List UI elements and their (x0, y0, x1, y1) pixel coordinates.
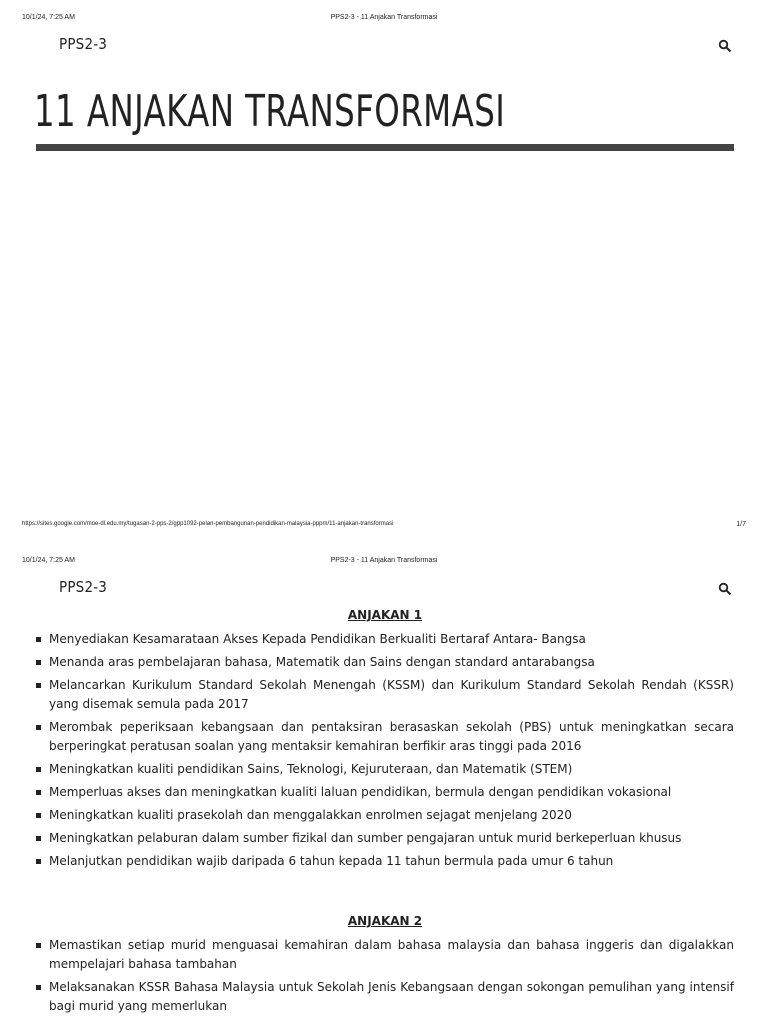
print-page-number: 1/7 (736, 521, 746, 528)
list-item: Menyediakan Kesamarataan Akses Kepada Pendidikan Berkualiti Bertaraf Antara- Bangsa (36, 630, 734, 649)
search-icon[interactable] (718, 39, 732, 53)
list-item: Menanda aras pembelajaran bahasa, Matematik dan Sains dengan standard antarabangsa (36, 653, 734, 672)
site-header-page-2 (0, 578, 768, 608)
list-item: Melancarkan Kurikulum Standard Sekolah Menengah (KSSM) dan Kurikulum Standard Sekolah Rendah (KSSR) yang disemak semula pada 2017 (36, 676, 734, 714)
print-doc-title: PPS2-3 - 11 Anjakan Transformasi (330, 14, 438, 21)
print-doc-title: PPS2-3 - 11 Anjakan Transformasi (330, 557, 438, 564)
list-item: Meningkatkan pelaburan dalam sumber fizikal dan sumber pengajaran untuk murid berkeperluan khusus (36, 829, 734, 848)
site-header (0, 35, 768, 65)
print-footer (0, 521, 768, 533)
print-url: https://sites.google.com/moe-dl.edu.my/tugasan-2-pps-2/gpp1092-pelan-pembangunan-pendidikan-malaysia-pppm/11-anjakan-transformasi (22, 521, 394, 527)
anjakan-2-list (36, 936, 734, 1016)
main-content (36, 608, 734, 1020)
list-item: Merombak peperiksaan kebangsaan dan pentaksiran berasaskan sekolah (PBS) untuk meningkatkan secara berperingkat peratusan soalan yang mentaksir kemahiran berfikir aras tinggi pada 2016 (36, 718, 734, 756)
section-heading-anjakan-1: ANJAKAN 1 (347, 608, 423, 622)
search-icon[interactable] (718, 582, 732, 596)
title-divider (36, 144, 734, 151)
section-spacer (36, 875, 734, 914)
print-header-page-2 (0, 557, 768, 569)
list-item: Meningkatkan kualiti prasekolah dan menggalakkan enrolmen sejagat menjelang 2020 (36, 806, 734, 825)
list-item: Memperluas akses dan meningkatkan kualiti laluan pendidikan, bermula dengan pendidikan vokasional (36, 783, 734, 802)
page-title: 11 ANJAKAN TRANSFORMASI (34, 86, 506, 137)
print-datetime: 10/1/24, 7:25 AM (22, 14, 75, 21)
list-item: Memastikan setiap murid menguasai kemahiran dalam bahasa malaysia dan bahasa inggeris dan digalakkan mempelajari bahasa tambahan (36, 936, 734, 974)
print-header (0, 14, 768, 26)
list-item: Melanjutkan pendidikan wajib daripada 6 tahun kepada 11 tahun bermula pada umur 6 tahun (36, 852, 734, 871)
site-name[interactable]: PPS2-3 (59, 578, 108, 596)
print-datetime: 10/1/24, 7:25 AM (22, 557, 75, 564)
site-name[interactable]: PPS2-3 (59, 35, 108, 53)
anjakan-1-list (36, 630, 734, 871)
list-item: Meningkatkan kualiti pendidikan Sains, Teknologi, Kejuruteraan, dan Matematik (STEM) (36, 760, 734, 779)
section-heading-anjakan-2: ANJAKAN 2 (347, 914, 423, 928)
list-item: Melaksanakan KSSR Bahasa Malaysia untuk Sekolah Jenis Kebangsaan dengan sokongan pemulihan yang intensif bagi murid yang memerlukan (36, 978, 734, 1016)
